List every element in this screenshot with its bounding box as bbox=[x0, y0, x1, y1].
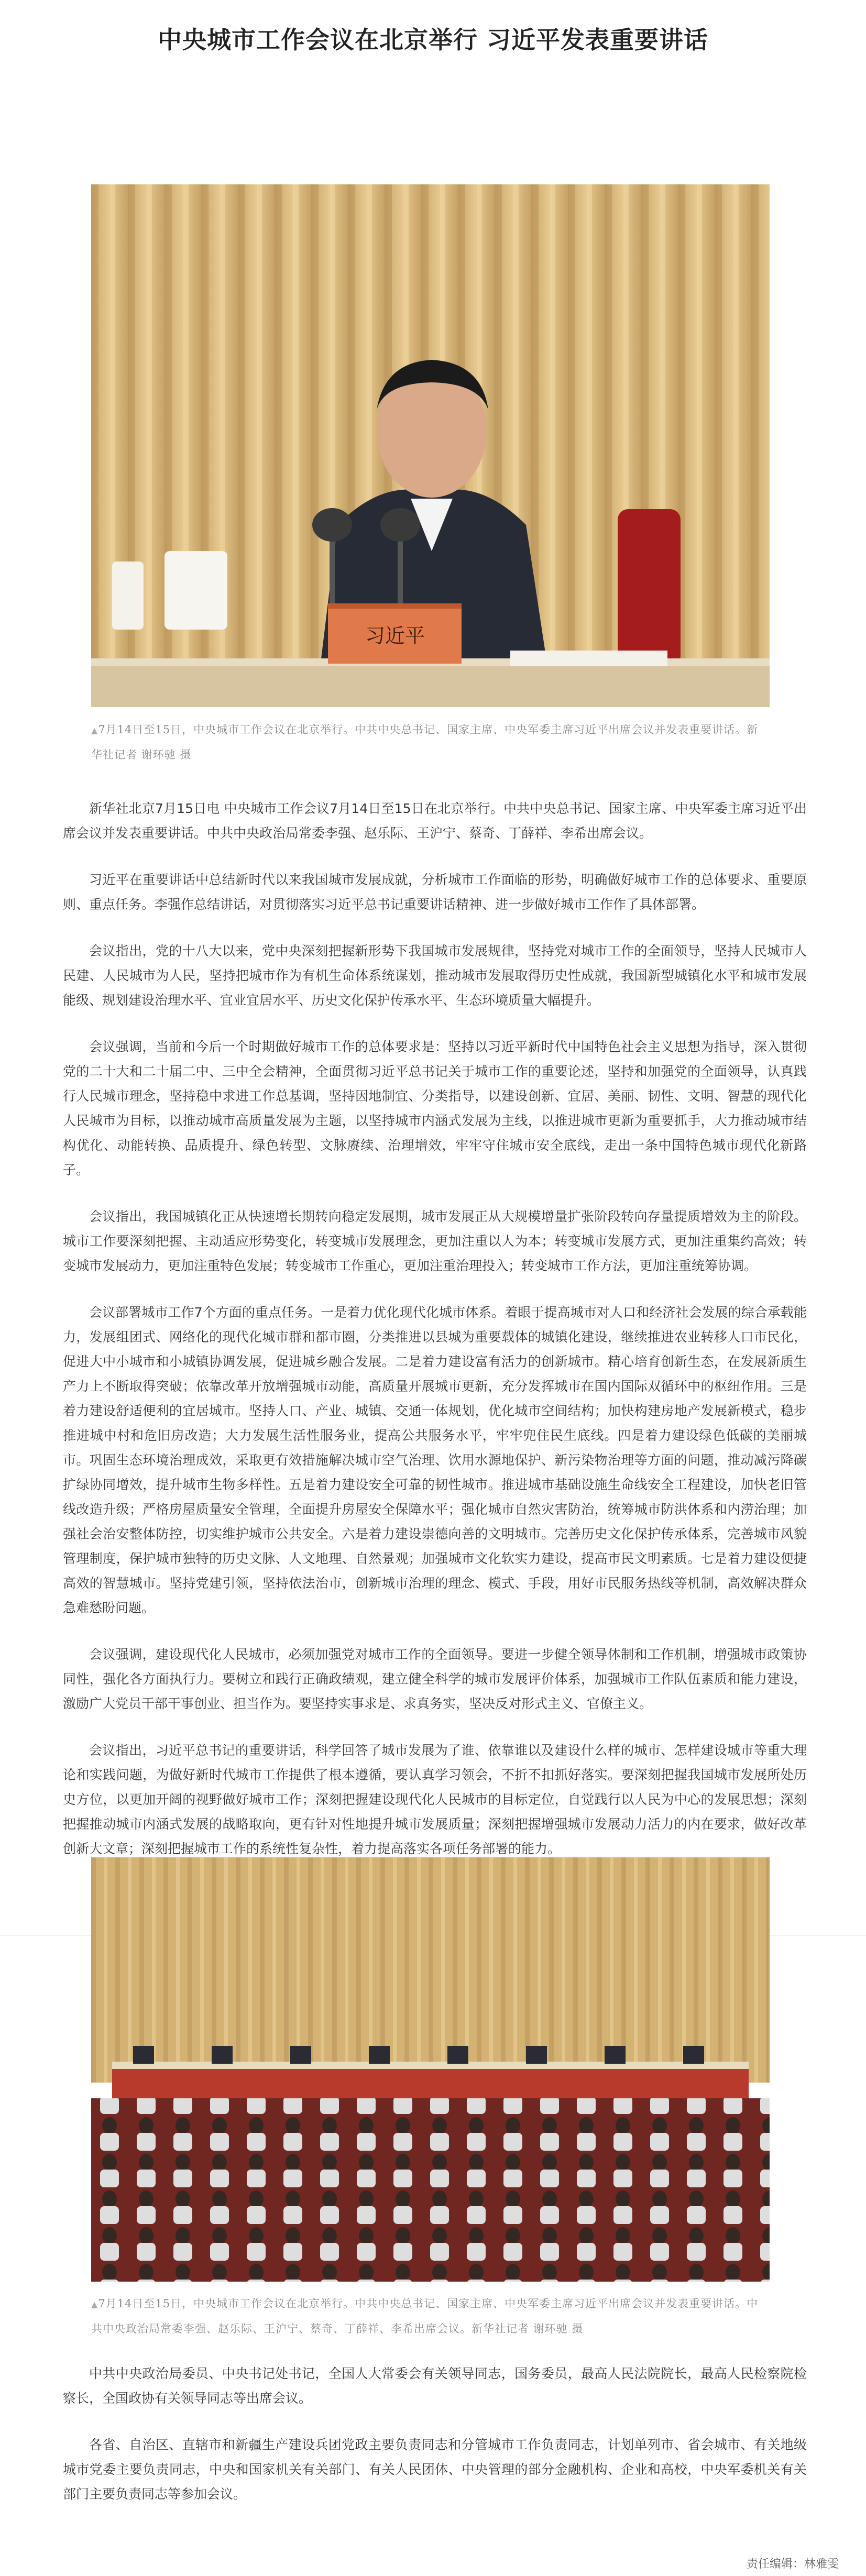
meeting-hall-photo bbox=[91, 1857, 770, 2282]
paragraph: 中共中央政治局委员、中央书记处书记，全国人大常委会有关领导同志，国务委员，最高人民法院院长，最高人民检察院检察长，全国政协有关领导同志等出席会议。 bbox=[63, 2366, 807, 2406]
responsible-editor: 责任编辑：林雅雯 bbox=[746, 2558, 839, 2571]
caption-triangle-icon: ▲ bbox=[91, 725, 98, 735]
nameplate-text: 习近平 bbox=[365, 624, 425, 647]
speaker-photo-image bbox=[91, 184, 770, 707]
photo1-caption-text: 7月14日至15日，中央城市工作会议在北京举行。中共中央总书记、国家主席、中央军委主席习近平出席会议并发表重要讲话。新华社记者 谢环驰 摄 bbox=[91, 723, 759, 761]
photo2-caption bbox=[91, 2292, 770, 2341]
meeting-hall-photo-image bbox=[91, 1857, 770, 2282]
paragraph: 会议指出，习近平总书记的重要讲话，科学回答了城市发展为了谁、依靠谁以及建设什么样的城市、怎样建设城市等重大理论和实践问题，为做好新时代城市工作提供了根本遵循，要认真学习领会，不折不扣抓好落实。要深刻把握我国城市发展所处历史方位，以更加开阔的视野做好城市工作；深刻把握建设现代化人民城市的目标定位，自觉践行以人民为中心的发展思想；深刻把握推动城市内涵式发展的战略取向，更有针对性地提升城市发展质量；深刻把握增强城市发展动力活力的内在要求，做好改革创新大文章；深刻把握城市工作的系统性复杂性，着力提高落实各项任务部署的能力。 bbox=[63, 1743, 807, 1856]
caption-triangle-icon: ▲ bbox=[91, 2299, 98, 2309]
paragraph: 习近平在重要讲话中总结新时代以来我国城市发展成就，分析城市工作面临的形势，明确做好城市工作的总体要求、重要原则、重点任务。李强作总结讲话，对贯彻落实习近平总书记重要讲话精神、进一步做好城市工作作了具体部署。 bbox=[63, 872, 807, 912]
photo1-caption bbox=[91, 718, 770, 767]
photo2-caption-text: 7月14日至15日，中央城市工作会议在北京举行。中共中央总书记、国家主席、中央军委主席习近平出席会议并发表重要讲话。中共中央政治局常委李强、赵乐际、王沪宁、蔡奇、丁薛祥、李希出席会议。新华社记者 谢环驰 摄 bbox=[91, 2297, 759, 2335]
paragraph: 会议部署城市工作7个方面的重点任务。一是着力优化现代化城市体系。着眼于提高城市对人口和经济社会发展的综合承载能力，发展组团式、网络化的现代化城市群和都市圈，分类推进以县城为重要载体的城镇化建设，继续推进农业转移人口市民化，促进大中小城市和小城镇协调发展，促进城乡融合发展。二是着力建设富有活力的创新城市。精心培育创新生态，在发展新质生产力上不断取得突破；依靠改革开放增强城市动能，高质量开展城市更新，充分发挥城市在国内国际双循环中的枢纽作用。三是着力建设舒适便利的宜居城市。坚持人口、产业、城镇、交通一体规划，优化城市空间结构；加快构建房地产发展新模式，稳步推进城中村和危旧房改造；大力发展生活性服务业，提高公共服务水平，牢牢兜住民生底线。四是着力建设绿色低碳的美丽城市。巩固生态环境治理成效，采取更有效措施解决城市空气治理、饮用水源地保护、新污染物治理等方面的问题，推动减污降碳扩绿协同增效，提升城市生物多样性。五是着力建设安全可靠的韧性城市。推进城市基础设施生命线安全工程建设，加快老旧管线改造升级；严格房屋质量安全管理，全面提升房屋安全保障水平；强化城市自然灾害防治，统筹城市防洪体系和内涝治理；加强社会治安整体防控，切实维护城市公共安全。六是着力建设崇德向善的文明城市。完善历史文化保护传承体系，完善城市风貌管理制度，保护城市独特的历史文脉、人文地理、自然景观；加强城市文化软实力建设，提高市民文明素质。七是着力建设便捷高效的智慧城市。坚持党建引领，坚持依法治市，创新城市治理的理念、模式、手段，用好市民服务热线等机制，高效解决群众急难愁盼问题。 bbox=[63, 1305, 807, 1615]
speaker-photo bbox=[91, 184, 770, 707]
paragraph: 新华社北京7月15日电 中央城市工作会议7月14日至15日在北京举行。中共中央总书记、国家主席、中央军委主席习近平出席会议并发表重要讲话。中共中央政治局常委李强、赵乐际、王沪宁、蔡奇、丁薛祥、李希出席会议。 bbox=[63, 801, 807, 841]
paragraph: 会议强调，建设现代化人民城市，必须加强党对城市工作的全面领导。要进一步健全领导体制和工作机制，增强城市政策协同性，强化各方面执行力。要树立和践行正确政绩观，建立健全科学的城市发展评价体系，加强城市工作队伍素质和能力建设，激励广大党员干部干事创业、担当作为。要坚持实事求是、求真务实，坚决反对形式主义、官僚主义。 bbox=[63, 1647, 807, 1711]
paragraph: 会议强调，当前和今后一个时期做好城市工作的总体要求是：坚持以习近平新时代中国特色社会主义思想为指导，深入贯彻党的二十大和二十届二中、三中全会精神，全面贯彻习近平总书记关于城市工作的重要论述，坚持和加强党的全面领导，认真践行人民城市理念，坚持稳中求进工作总基调，坚持因地制宜、分类指导，以建设创新、宜居、美丽、韧性、文明、智慧的现代化人民城市为目标，以推动城市高质量发展为主题，以坚持城市内涵式发展为主线，以推进城市更新为重要抓手，大力推动城市结构优化、动能转换、品质提升、绿色转型、文脉赓续、治理增效，牢牢守住城市安全底线，走出一条中国特色城市现代化新路子。 bbox=[63, 1039, 807, 1177]
paragraph: 会议指出，党的十八大以来，党中央深刻把握新形势下我国城市发展规律，坚持党对城市工作的全面领导，坚持人民城市人民建、人民城市为人民，坚持把城市作为有机生命体系统谋划，推动城市发展取得历史性成就，我国新型城镇化水平和城市发展能级、规划建设治理水平、宜业宜居水平、历史文化保护传承水平、生态环境质量大幅提升。 bbox=[63, 943, 807, 1008]
paragraph: 会议指出，我国城镇化正从快速增长期转向稳定发展期，城市发展正从大规模增量扩张阶段转向存量提质增效为主的阶段。城市工作要深刻把握、主动适应形势变化，转变城市发展理念，更加注重以人为本；转变城市发展方式，更加注重集约高效；转变城市发展动力，更加注重特色发展；转变城市工作重心，更加注重治理投入；转变城市工作方法，更加注重统筹协调。 bbox=[63, 1209, 807, 1273]
article-title: 中央城市工作会议在北京举行 习近平发表重要讲话 bbox=[157, 26, 708, 54]
paragraph: 各省、自治区、直辖市和新疆生产建设兵团党政主要负责同志和分管城市工作负责同志，计划单列市、省会城市、有关地级城市党委主要负责同志，中央和国家机关有关部门、有关人民团体、中央管理的部分金融机构、企业和高校，中央军委机关有关部门主要负责同志等参加会议。 bbox=[63, 2437, 807, 2502]
article-body-main bbox=[63, 796, 807, 1883]
article-body-end bbox=[63, 2361, 807, 2528]
